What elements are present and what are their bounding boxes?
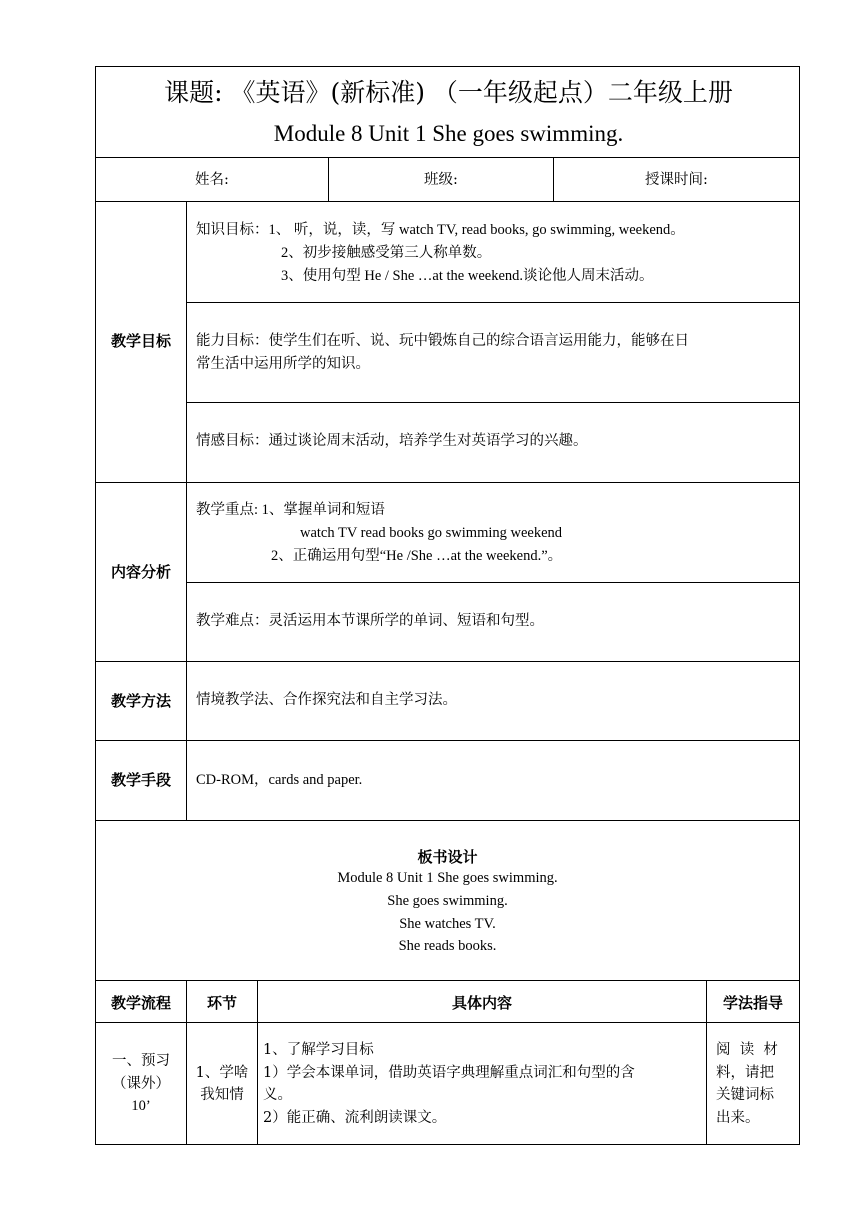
analysis-label-cell: [95, 482, 187, 662]
class-label: 班级:: [424, 172, 458, 188]
header-stage-label: 教学流程: [110, 994, 171, 1012]
goals-label: 教学目标: [110, 332, 171, 350]
row1-stage-cell: [95, 1022, 187, 1145]
means-text: CD-ROM，cards and paper.: [196, 772, 363, 788]
row1-content-line-3: 义。: [263, 1087, 292, 1103]
process-header-guide: [706, 980, 800, 1023]
method-label-cell: [95, 661, 187, 741]
board-line-4: She reads books.: [398, 938, 497, 954]
analysis-label: 内容分析: [110, 563, 171, 581]
name-cell: [95, 157, 329, 202]
emotion-goal-cell: [186, 402, 800, 483]
means-cell: [186, 740, 800, 821]
row1-stage-line-3: 10’: [131, 1098, 151, 1114]
row1-content-line-2: 1）学会本课单词，借助英语字典理解重点词汇和句型的含: [263, 1065, 635, 1081]
knowledge-goal-cell: [186, 201, 800, 303]
knowledge-goal-line-1: 知识目标：1、 听，说，读，写 watch TV, read books, go swimming, weekend。: [196, 222, 685, 238]
time-label: 授课时间:: [645, 172, 708, 188]
knowledge-goal-line-2: 2、初步接触感受第三人称单数。: [281, 245, 492, 261]
key-points-line-1: 教学重点: 1、掌握单词和短语: [196, 502, 385, 518]
difficulty-cell: [186, 582, 800, 662]
process-header-stage: [95, 980, 187, 1023]
key-points-line-2: watch TV read books go swimming weekend: [300, 525, 563, 541]
row1-step-line-1: 1、学啥: [195, 1065, 249, 1081]
unit-title: Module 8 Unit 1 She goes swimming.: [273, 121, 624, 146]
row1-guide-line-2: 料，请把: [716, 1065, 774, 1081]
means-label-cell: [95, 740, 187, 821]
row1-content-cell: [257, 1022, 707, 1145]
row1-step-cell: [186, 1022, 258, 1145]
process-header-step: [186, 980, 258, 1023]
knowledge-goal-line-3: 3、使用句型 He / She …at the weekend.谈论他人周末活动。: [281, 268, 654, 284]
emotion-goal-text: 情感目标：通过谈论周末活动，培养学生对英语学习的兴趣。: [196, 433, 588, 449]
row1-step-line-2: 我知情: [200, 1087, 244, 1103]
key-points-line-3: 2、正确运用句型“He /She …at the weekend.”。: [271, 548, 563, 564]
difficulty-text: 教学难点：灵活运用本节课所学的单词、短语和句型。: [196, 613, 544, 629]
goals-label-cell: [95, 201, 187, 483]
board-line-3: She watches TV.: [399, 916, 496, 932]
method-label: 教学方法: [110, 692, 171, 710]
row1-content-line-1: 1、了解学习目标: [263, 1042, 374, 1058]
method-text: 情境教学法、合作探究法和自主学习法。: [196, 692, 457, 708]
board-design-cell: [95, 820, 800, 981]
method-cell: [186, 661, 800, 741]
row1-stage-line-1: 一、预习: [112, 1053, 170, 1069]
board-title: 板书设计: [417, 848, 478, 866]
row1-content-line-4: 2）能正确、流利朗读课文。: [263, 1110, 447, 1126]
lesson-title: 课题: 《英语》(新标准) （一年级起点）二年级上册: [164, 78, 733, 107]
row1-guide-cell: [706, 1022, 800, 1145]
header-content-label: 具体内容: [451, 994, 512, 1012]
name-label: 姓名:: [195, 172, 229, 188]
header-guide-label: 学法指导: [722, 994, 783, 1012]
board-line-1: Module 8 Unit 1 She goes swimming.: [337, 870, 558, 886]
ability-goal-cell: [186, 302, 800, 403]
process-header-content: [257, 980, 707, 1023]
time-cell: [553, 157, 800, 202]
row1-stage-line-2: （课外）: [112, 1076, 170, 1092]
header-step-label: 环节: [206, 994, 237, 1012]
board-line-2: She goes swimming.: [387, 893, 508, 909]
key-points-cell: [186, 482, 800, 583]
row1-guide-line-3: 关键词标: [716, 1087, 774, 1103]
means-label: 教学手段: [110, 771, 171, 789]
row1-guide-line-4: 出来。: [716, 1110, 760, 1126]
title-cell: [95, 66, 800, 158]
row1-guide-line-1: 阅 读 材: [716, 1042, 778, 1058]
ability-goal-line-1: 能力目标：使学生们在听、说、玩中锻炼自己的综合语言运用能力，能够在日: [196, 333, 689, 349]
class-cell: [328, 157, 554, 202]
ability-goal-line-2: 常生活中运用所学的知识。: [196, 356, 370, 372]
